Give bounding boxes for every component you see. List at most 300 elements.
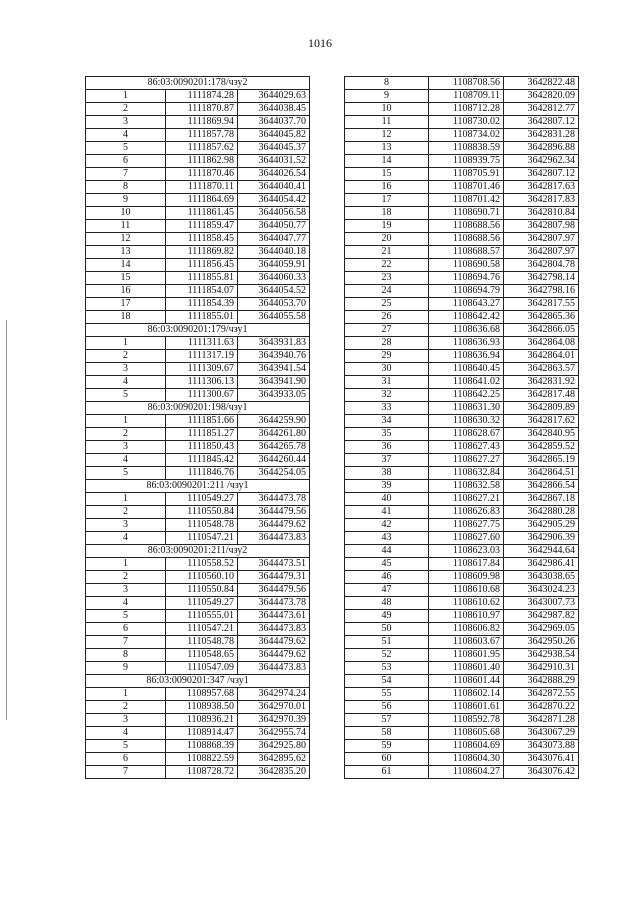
y-coordinate-cell: 3642970.01 bbox=[238, 701, 310, 714]
y-coordinate-cell: 3642807.12 bbox=[504, 116, 579, 129]
y-coordinate-cell: 3642872.55 bbox=[504, 688, 579, 701]
x-coordinate-cell: 1110547.21 bbox=[166, 623, 238, 636]
table-row bbox=[345, 467, 579, 480]
point-number-cell: 57 bbox=[345, 714, 429, 727]
point-number-cell: 1 bbox=[86, 558, 166, 571]
y-coordinate-cell: 3643067.29 bbox=[504, 727, 579, 740]
point-number-cell: 8 bbox=[345, 77, 429, 90]
point-number-cell: 9 bbox=[86, 194, 166, 207]
x-coordinate-cell: 1108610.97 bbox=[429, 610, 504, 623]
y-coordinate-cell: 3643076.41 bbox=[504, 753, 579, 766]
x-coordinate-cell: 1108838.59 bbox=[429, 142, 504, 155]
x-coordinate-cell: 1108642.42 bbox=[429, 311, 504, 324]
table-row bbox=[86, 454, 310, 467]
table-row bbox=[345, 584, 579, 597]
point-number-cell: 3 bbox=[86, 519, 166, 532]
point-number-cell: 4 bbox=[86, 532, 166, 545]
table-row bbox=[345, 259, 579, 272]
table-row bbox=[345, 441, 579, 454]
point-number-cell: 7 bbox=[86, 636, 166, 649]
x-coordinate-cell: 1110548.65 bbox=[166, 649, 238, 662]
y-coordinate-cell: 3644040.18 bbox=[238, 246, 310, 259]
table-row bbox=[345, 220, 579, 233]
parcel-header-row bbox=[86, 77, 310, 90]
point-number-cell: 31 bbox=[345, 376, 429, 389]
point-number-cell: 48 bbox=[345, 597, 429, 610]
y-coordinate-cell: 3644054.42 bbox=[238, 194, 310, 207]
x-coordinate-cell: 1111309.67 bbox=[166, 363, 238, 376]
parcel-number-header: 86:03:0090201:211/чзу2 bbox=[86, 545, 310, 558]
x-coordinate-cell: 1108630.32 bbox=[429, 415, 504, 428]
table-row bbox=[86, 285, 310, 298]
table-row bbox=[86, 740, 310, 753]
point-number-cell: 24 bbox=[345, 285, 429, 298]
x-coordinate-cell: 1108627.21 bbox=[429, 493, 504, 506]
x-coordinate-cell: 1110547.09 bbox=[166, 662, 238, 675]
point-number-cell: 14 bbox=[86, 259, 166, 272]
y-coordinate-cell: 3642867.18 bbox=[504, 493, 579, 506]
x-coordinate-cell: 1108626.83 bbox=[429, 506, 504, 519]
y-coordinate-cell: 3644029.63 bbox=[238, 90, 310, 103]
x-coordinate-cell: 1108606.82 bbox=[429, 623, 504, 636]
point-number-cell: 5 bbox=[86, 740, 166, 753]
table-row bbox=[345, 116, 579, 129]
point-number-cell: 1 bbox=[86, 337, 166, 350]
point-number-cell: 13 bbox=[86, 246, 166, 259]
x-coordinate-cell: 1111854.07 bbox=[166, 285, 238, 298]
x-coordinate-cell: 1108709.11 bbox=[429, 90, 504, 103]
x-coordinate-cell: 1108627.75 bbox=[429, 519, 504, 532]
table-row bbox=[345, 155, 579, 168]
point-number-cell: 2 bbox=[86, 103, 166, 116]
x-coordinate-cell: 1108822.59 bbox=[166, 753, 238, 766]
table-row bbox=[345, 636, 579, 649]
y-coordinate-cell: 3642955.74 bbox=[238, 727, 310, 740]
table-row bbox=[345, 766, 579, 779]
point-number-cell: 54 bbox=[345, 675, 429, 688]
table-row bbox=[345, 246, 579, 259]
y-coordinate-cell: 3644479.31 bbox=[238, 571, 310, 584]
point-number-cell: 5 bbox=[86, 142, 166, 155]
y-coordinate-cell: 3642840.95 bbox=[504, 428, 579, 441]
point-number-cell: 4 bbox=[86, 597, 166, 610]
y-coordinate-cell: 3644473.78 bbox=[238, 597, 310, 610]
point-number-cell: 6 bbox=[86, 623, 166, 636]
x-coordinate-cell: 1111856.45 bbox=[166, 259, 238, 272]
x-coordinate-cell: 1108914.47 bbox=[166, 727, 238, 740]
point-number-cell: 39 bbox=[345, 480, 429, 493]
point-number-cell: 12 bbox=[86, 233, 166, 246]
table-row bbox=[345, 610, 579, 623]
table-row bbox=[86, 649, 310, 662]
table-row bbox=[86, 428, 310, 441]
x-coordinate-cell: 1110548.78 bbox=[166, 519, 238, 532]
point-number-cell: 9 bbox=[86, 662, 166, 675]
point-number-cell: 30 bbox=[345, 363, 429, 376]
x-coordinate-cell: 1108610.68 bbox=[429, 584, 504, 597]
point-number-cell: 29 bbox=[345, 350, 429, 363]
point-number-cell: 9 bbox=[345, 90, 429, 103]
point-number-cell: 18 bbox=[345, 207, 429, 220]
y-coordinate-cell: 3642831.92 bbox=[504, 376, 579, 389]
x-coordinate-cell: 1111300.67 bbox=[166, 389, 238, 402]
point-number-cell: 49 bbox=[345, 610, 429, 623]
table-row bbox=[345, 194, 579, 207]
point-number-cell: 33 bbox=[345, 402, 429, 415]
x-coordinate-cell: 1108734.02 bbox=[429, 129, 504, 142]
x-coordinate-cell: 1111311.63 bbox=[166, 337, 238, 350]
table-row bbox=[86, 623, 310, 636]
x-coordinate-cell: 1108688.57 bbox=[429, 246, 504, 259]
x-coordinate-cell: 1108694.76 bbox=[429, 272, 504, 285]
point-number-cell: 3 bbox=[86, 714, 166, 727]
x-coordinate-cell: 1110547.21 bbox=[166, 532, 238, 545]
y-coordinate-cell: 3643931.83 bbox=[238, 337, 310, 350]
point-number-cell: 23 bbox=[345, 272, 429, 285]
x-coordinate-cell: 1108628.67 bbox=[429, 428, 504, 441]
table-row bbox=[345, 77, 579, 90]
point-number-cell: 4 bbox=[86, 129, 166, 142]
x-coordinate-cell: 1108632.84 bbox=[429, 467, 504, 480]
y-coordinate-cell: 3644053.70 bbox=[238, 298, 310, 311]
table-row bbox=[86, 337, 310, 350]
table-row bbox=[86, 246, 310, 259]
point-number-cell: 41 bbox=[345, 506, 429, 519]
point-number-cell: 18 bbox=[86, 311, 166, 324]
x-coordinate-cell: 1108694.79 bbox=[429, 285, 504, 298]
scan-edge-line bbox=[6, 320, 7, 720]
point-number-cell: 17 bbox=[345, 194, 429, 207]
point-number-cell: 34 bbox=[345, 415, 429, 428]
point-number-cell: 3 bbox=[86, 441, 166, 454]
point-number-cell: 27 bbox=[345, 324, 429, 337]
y-coordinate-cell: 3642938.54 bbox=[504, 649, 579, 662]
point-number-cell: 7 bbox=[86, 766, 166, 779]
y-coordinate-cell: 3642817.63 bbox=[504, 181, 579, 194]
table-row bbox=[86, 467, 310, 480]
coordinates-table-right bbox=[344, 76, 579, 779]
table-row bbox=[86, 688, 310, 701]
table-row bbox=[345, 337, 579, 350]
point-number-cell: 51 bbox=[345, 636, 429, 649]
y-coordinate-cell: 3644260.44 bbox=[238, 454, 310, 467]
y-coordinate-cell: 3643933.05 bbox=[238, 389, 310, 402]
point-number-cell: 1 bbox=[86, 688, 166, 701]
table-row bbox=[86, 194, 310, 207]
point-number-cell: 11 bbox=[86, 220, 166, 233]
x-coordinate-cell: 1108642.25 bbox=[429, 389, 504, 402]
x-coordinate-cell: 1108708.56 bbox=[429, 77, 504, 90]
x-coordinate-cell: 1108643.27 bbox=[429, 298, 504, 311]
point-number-cell: 55 bbox=[345, 688, 429, 701]
point-number-cell: 2 bbox=[86, 350, 166, 363]
table-row bbox=[86, 311, 310, 324]
y-coordinate-cell: 3642859.52 bbox=[504, 441, 579, 454]
point-number-cell: 37 bbox=[345, 454, 429, 467]
table-row bbox=[345, 324, 579, 337]
table-row bbox=[345, 181, 579, 194]
table-row bbox=[86, 701, 310, 714]
table-row bbox=[345, 272, 579, 285]
point-number-cell: 36 bbox=[345, 441, 429, 454]
coordinates-table-left bbox=[85, 76, 310, 779]
x-coordinate-cell: 1111855.01 bbox=[166, 311, 238, 324]
point-number-cell: 7 bbox=[86, 168, 166, 181]
x-coordinate-cell: 1108601.95 bbox=[429, 649, 504, 662]
x-coordinate-cell: 1111857.62 bbox=[166, 142, 238, 155]
x-coordinate-cell: 1108610.62 bbox=[429, 597, 504, 610]
table-row bbox=[86, 103, 310, 116]
y-coordinate-cell: 3642835.20 bbox=[238, 766, 310, 779]
point-number-cell: 46 bbox=[345, 571, 429, 584]
table-row bbox=[345, 389, 579, 402]
y-coordinate-cell: 3642969.05 bbox=[504, 623, 579, 636]
x-coordinate-cell: 1108592.78 bbox=[429, 714, 504, 727]
point-number-cell: 10 bbox=[86, 207, 166, 220]
y-coordinate-cell: 3644265.78 bbox=[238, 441, 310, 454]
x-coordinate-cell: 1110550.84 bbox=[166, 584, 238, 597]
y-coordinate-cell: 3644261.80 bbox=[238, 428, 310, 441]
y-coordinate-cell: 3642798.16 bbox=[504, 285, 579, 298]
point-number-cell: 26 bbox=[345, 311, 429, 324]
x-coordinate-cell: 1110550.84 bbox=[166, 506, 238, 519]
table-row bbox=[345, 90, 579, 103]
x-coordinate-cell: 1111858.45 bbox=[166, 233, 238, 246]
table-row bbox=[345, 558, 579, 571]
x-coordinate-cell: 1108636.94 bbox=[429, 350, 504, 363]
point-number-cell: 8 bbox=[86, 181, 166, 194]
x-coordinate-cell: 1108602.14 bbox=[429, 688, 504, 701]
table-row bbox=[86, 766, 310, 779]
point-number-cell: 61 bbox=[345, 766, 429, 779]
y-coordinate-cell: 3642807.12 bbox=[504, 168, 579, 181]
table-row bbox=[86, 584, 310, 597]
y-coordinate-cell: 3644254.05 bbox=[238, 467, 310, 480]
x-coordinate-cell: 1108688.56 bbox=[429, 233, 504, 246]
table-row bbox=[86, 532, 310, 545]
y-coordinate-cell: 3644473.51 bbox=[238, 558, 310, 571]
y-coordinate-cell: 3642906.39 bbox=[504, 532, 579, 545]
table-row bbox=[86, 727, 310, 740]
x-coordinate-cell: 1110549.27 bbox=[166, 597, 238, 610]
x-coordinate-cell: 1108604.27 bbox=[429, 766, 504, 779]
table-row bbox=[86, 493, 310, 506]
x-coordinate-cell: 1111317.19 bbox=[166, 350, 238, 363]
y-coordinate-cell: 3644038.45 bbox=[238, 103, 310, 116]
table-row bbox=[86, 259, 310, 272]
point-number-cell: 5 bbox=[86, 389, 166, 402]
y-coordinate-cell: 3642822.48 bbox=[504, 77, 579, 90]
table-row bbox=[345, 571, 579, 584]
x-coordinate-cell: 1108601.44 bbox=[429, 675, 504, 688]
point-number-cell: 4 bbox=[86, 376, 166, 389]
table-row bbox=[86, 142, 310, 155]
point-number-cell: 2 bbox=[86, 701, 166, 714]
y-coordinate-cell: 3642817.48 bbox=[504, 389, 579, 402]
point-number-cell: 28 bbox=[345, 337, 429, 350]
parcel-header-row bbox=[86, 480, 310, 493]
point-number-cell: 19 bbox=[345, 220, 429, 233]
x-coordinate-cell: 1108730.02 bbox=[429, 116, 504, 129]
point-number-cell: 60 bbox=[345, 753, 429, 766]
table-row bbox=[86, 181, 310, 194]
point-number-cell: 4 bbox=[86, 727, 166, 740]
point-number-cell: 5 bbox=[86, 610, 166, 623]
y-coordinate-cell: 3642870.22 bbox=[504, 701, 579, 714]
x-coordinate-cell: 1111870.11 bbox=[166, 181, 238, 194]
table-row bbox=[345, 103, 579, 116]
y-coordinate-cell: 3642817.83 bbox=[504, 194, 579, 207]
x-coordinate-cell: 1111861.45 bbox=[166, 207, 238, 220]
point-number-cell: 38 bbox=[345, 467, 429, 480]
x-coordinate-cell: 1111851.66 bbox=[166, 415, 238, 428]
table-row bbox=[86, 350, 310, 363]
y-coordinate-cell: 3642895.62 bbox=[238, 753, 310, 766]
table-row bbox=[345, 675, 579, 688]
table-row bbox=[86, 207, 310, 220]
y-coordinate-cell: 3642974.24 bbox=[238, 688, 310, 701]
table-row bbox=[86, 519, 310, 532]
table-row bbox=[86, 571, 310, 584]
y-coordinate-cell: 3642896.88 bbox=[504, 142, 579, 155]
x-coordinate-cell: 1108938.50 bbox=[166, 701, 238, 714]
table-row bbox=[86, 714, 310, 727]
parcel-number-header: 86:03:0090201:179/чзу1 bbox=[86, 324, 310, 337]
x-coordinate-cell: 1108603.67 bbox=[429, 636, 504, 649]
y-coordinate-cell: 3644473.83 bbox=[238, 532, 310, 545]
table-row bbox=[345, 597, 579, 610]
y-coordinate-cell: 3644473.78 bbox=[238, 493, 310, 506]
table-row bbox=[345, 545, 579, 558]
point-number-cell: 13 bbox=[345, 142, 429, 155]
x-coordinate-cell: 1108701.42 bbox=[429, 194, 504, 207]
y-coordinate-cell: 3642820.09 bbox=[504, 90, 579, 103]
point-number-cell: 44 bbox=[345, 545, 429, 558]
x-coordinate-cell: 1111306.13 bbox=[166, 376, 238, 389]
table-row bbox=[86, 129, 310, 142]
x-coordinate-cell: 1108631.30 bbox=[429, 402, 504, 415]
y-coordinate-cell: 3644050.77 bbox=[238, 220, 310, 233]
table-row bbox=[345, 233, 579, 246]
table-row bbox=[345, 506, 579, 519]
table-row bbox=[86, 363, 310, 376]
point-number-cell: 15 bbox=[86, 272, 166, 285]
point-number-cell: 50 bbox=[345, 623, 429, 636]
parcel-header-row bbox=[86, 324, 310, 337]
table-row bbox=[86, 272, 310, 285]
x-coordinate-cell: 1108623.03 bbox=[429, 545, 504, 558]
parcel-header-row bbox=[86, 545, 310, 558]
y-coordinate-cell: 3644473.61 bbox=[238, 610, 310, 623]
table-row bbox=[345, 532, 579, 545]
y-coordinate-cell: 3643940.76 bbox=[238, 350, 310, 363]
table-row bbox=[345, 714, 579, 727]
y-coordinate-cell: 3644054.52 bbox=[238, 285, 310, 298]
x-coordinate-cell: 1110558.52 bbox=[166, 558, 238, 571]
y-coordinate-cell: 3642866.05 bbox=[504, 324, 579, 337]
x-coordinate-cell: 1108641.02 bbox=[429, 376, 504, 389]
x-coordinate-cell: 1108957.68 bbox=[166, 688, 238, 701]
parcel-number-header: 86:03:0090201:198/чзу1 bbox=[86, 402, 310, 415]
point-number-cell: 56 bbox=[345, 701, 429, 714]
point-number-cell: 5 bbox=[86, 467, 166, 480]
x-coordinate-cell: 1108936.21 bbox=[166, 714, 238, 727]
table-row bbox=[345, 298, 579, 311]
y-coordinate-cell: 3642817.62 bbox=[504, 415, 579, 428]
x-coordinate-cell: 1108688.56 bbox=[429, 220, 504, 233]
table-row bbox=[345, 727, 579, 740]
y-coordinate-cell: 3644479.56 bbox=[238, 506, 310, 519]
table-row bbox=[86, 168, 310, 181]
y-coordinate-cell: 3644259.90 bbox=[238, 415, 310, 428]
y-coordinate-cell: 3642812.77 bbox=[504, 103, 579, 116]
table-row bbox=[345, 740, 579, 753]
point-number-cell: 1 bbox=[86, 493, 166, 506]
x-coordinate-cell: 1108868.39 bbox=[166, 740, 238, 753]
x-coordinate-cell: 1108604.69 bbox=[429, 740, 504, 753]
table-row bbox=[86, 558, 310, 571]
table-row bbox=[345, 454, 579, 467]
point-number-cell: 1 bbox=[86, 90, 166, 103]
point-number-cell: 45 bbox=[345, 558, 429, 571]
y-coordinate-cell: 3643073.88 bbox=[504, 740, 579, 753]
table-row bbox=[345, 350, 579, 363]
y-coordinate-cell: 3644473.83 bbox=[238, 662, 310, 675]
x-coordinate-cell: 1111857.78 bbox=[166, 129, 238, 142]
y-coordinate-cell: 3642865.36 bbox=[504, 311, 579, 324]
y-coordinate-cell: 3642987.82 bbox=[504, 610, 579, 623]
y-coordinate-cell: 3642809.89 bbox=[504, 402, 579, 415]
point-number-cell: 2 bbox=[86, 506, 166, 519]
x-coordinate-cell: 1111869.94 bbox=[166, 116, 238, 129]
x-coordinate-cell: 1110549.27 bbox=[166, 493, 238, 506]
parcel-number-header: 86:03:0090201:211 /чзу1 bbox=[86, 480, 310, 493]
y-coordinate-cell: 3642807.97 bbox=[504, 246, 579, 259]
y-coordinate-cell: 3644055.58 bbox=[238, 311, 310, 324]
table-row bbox=[86, 597, 310, 610]
point-number-cell: 53 bbox=[345, 662, 429, 675]
y-coordinate-cell: 3642864.51 bbox=[504, 467, 579, 480]
y-coordinate-cell: 3644045.82 bbox=[238, 129, 310, 142]
y-coordinate-cell: 3642817.55 bbox=[504, 298, 579, 311]
parcel-header-row bbox=[86, 675, 310, 688]
point-number-cell: 20 bbox=[345, 233, 429, 246]
y-coordinate-cell: 3644040.41 bbox=[238, 181, 310, 194]
point-number-cell: 3 bbox=[86, 363, 166, 376]
y-coordinate-cell: 3644059.91 bbox=[238, 259, 310, 272]
point-number-cell: 6 bbox=[86, 155, 166, 168]
point-number-cell: 40 bbox=[345, 493, 429, 506]
x-coordinate-cell: 1111850.43 bbox=[166, 441, 238, 454]
y-coordinate-cell: 3642798.14 bbox=[504, 272, 579, 285]
y-coordinate-cell: 3642880.28 bbox=[504, 506, 579, 519]
point-number-cell: 32 bbox=[345, 389, 429, 402]
point-number-cell: 42 bbox=[345, 519, 429, 532]
x-coordinate-cell: 1108728.72 bbox=[166, 766, 238, 779]
point-number-cell: 2 bbox=[86, 428, 166, 441]
x-coordinate-cell: 1111862.98 bbox=[166, 155, 238, 168]
table-row bbox=[345, 688, 579, 701]
y-coordinate-cell: 3644060.33 bbox=[238, 272, 310, 285]
table-row bbox=[345, 649, 579, 662]
table-row bbox=[345, 480, 579, 493]
x-coordinate-cell: 1111859.47 bbox=[166, 220, 238, 233]
x-coordinate-cell: 1108690.58 bbox=[429, 259, 504, 272]
x-coordinate-cell: 1108627.43 bbox=[429, 441, 504, 454]
y-coordinate-cell: 3642888.29 bbox=[504, 675, 579, 688]
point-number-cell: 2 bbox=[86, 571, 166, 584]
x-coordinate-cell: 1108701.46 bbox=[429, 181, 504, 194]
